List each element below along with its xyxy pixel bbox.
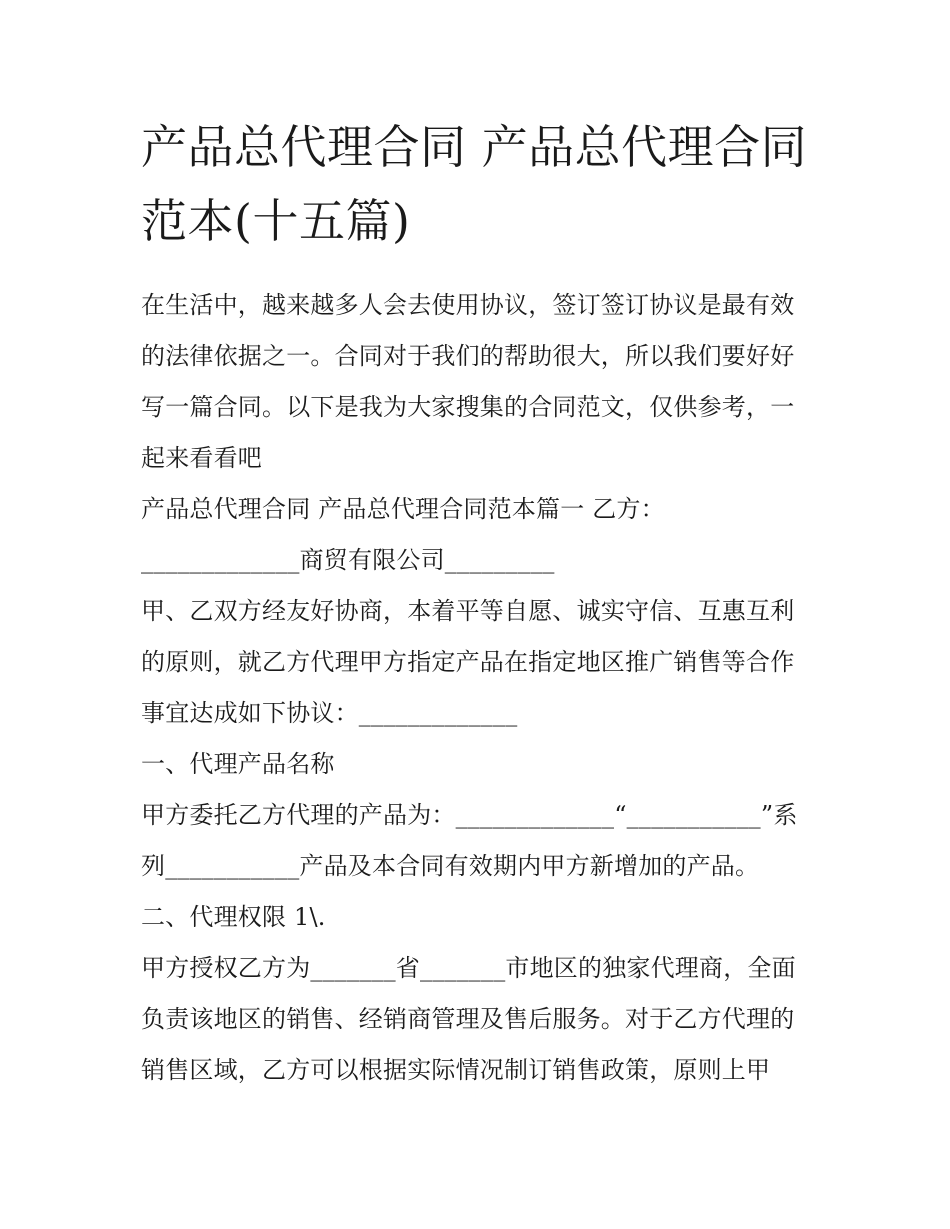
section-1-heading: 一、代理产品名称 bbox=[141, 750, 335, 778]
section-2-body: 甲方授权乙方为_______省_______市地区的独家代理商，全面负责该地区的销售、经销商管理及售后服务。对于乙方代理的销售区域，乙方可以根据实际情况制订销售政策，原则上甲 bbox=[141, 954, 796, 1084]
party-b-name-line: _____________商贸有限公司_________ bbox=[141, 546, 555, 574]
document-title: 产品总代理合同 产品总代理合同范本(十五篇) bbox=[141, 120, 808, 248]
document-page bbox=[141, 110, 813, 1096]
section-1-body: 甲方委托乙方代理的产品为：_____________“___________”系列___________产品及本合同有效期内甲方新增加的产品。 bbox=[141, 801, 798, 880]
contract-heading: 产品总代理合同 产品总代理合同范本篇一 乙方： bbox=[141, 495, 665, 523]
section-2-heading: 二、代理权限 1\. bbox=[141, 903, 326, 931]
preamble-paragraph: 甲、乙双方经友好协商，本着平等自愿、诚实守信、互惠互利的原则，就乙方代理甲方指定产品在指定地区推广销售等合作事宜达成如下协议：_____________ bbox=[141, 597, 795, 727]
intro-paragraph: 在生活中，越来越多人会去使用协议，签订签订协议是最有效的法律依据之一。合同对于我们的帮助很大，所以我们要好好写一篇合同。以下是我为大家搜集的合同范文，仅供参考，一起来看看吧 bbox=[141, 291, 795, 472]
